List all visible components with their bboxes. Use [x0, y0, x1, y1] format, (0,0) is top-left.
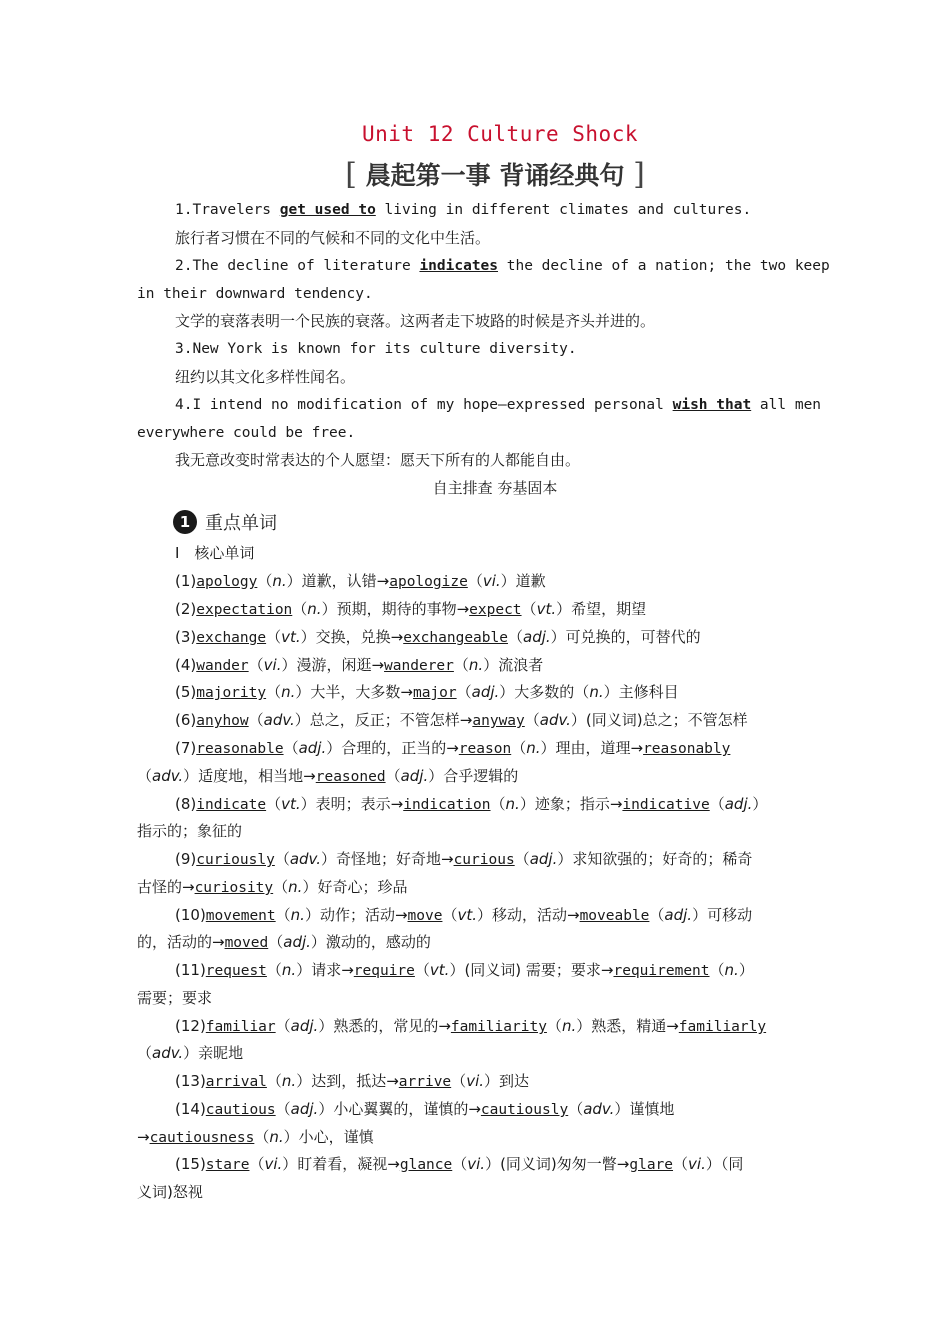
word-entry-cont: （adv.）亲昵地	[137, 1044, 244, 1062]
word-entry: (12)familiar（adj.）熟悉的，常见的→familiarity（n.）熟悉，精通→familiarly	[175, 1017, 767, 1035]
section-heading	[173, 508, 277, 536]
word-entry: (2)expectation（n.）预期，期待的事物→expect（vt.）希望，期望	[175, 600, 647, 618]
section-label: 自主排查 夯基固本	[432, 479, 558, 497]
word-entry: (6)anyhow（adv.）总之，反正；不管怎样→anyway（adv.）(同义词)总之；不管怎样	[175, 711, 748, 729]
word-entry: (7)reasonable（adj.）合理的，正当的→reason（n.）理由，道理→reasonably	[175, 739, 731, 757]
section-title: 重点单词	[205, 513, 277, 534]
banner-right-bracket: ]	[633, 157, 645, 192]
key-phrase: get used to	[279, 202, 376, 218]
sentence-2-en: 2.The decline of literature indicates the decline of a nation; the two keep	[175, 258, 830, 274]
word-entry-cont: 的，活动的→moved（adj.）激动的，感动的	[137, 933, 431, 951]
subsection-title: Ⅰ 核心单词	[175, 544, 255, 562]
number-badge: 1	[173, 510, 197, 534]
banner-heading	[0, 156, 950, 192]
sentence-3-zh: 纽约以其文化多样性闻名。	[175, 368, 356, 386]
banner-left-bracket: [	[345, 157, 357, 192]
banner-text: 晨起第一事 背诵经典句	[365, 161, 625, 190]
sentence-4-zh: 我无意改变时常表达的个人愿望：愿天下所有的人都能自由。	[175, 451, 581, 469]
word-entry: (4)wander（vi.）漫游，闲逛→wanderer（n.）流浪者	[175, 656, 544, 674]
word-entry: (8)indicate（vt.）表明；表示→indication（n.）迹象；指示→indicative（adj.）	[175, 795, 768, 813]
word-entry: (5)majority（n.）大半，大多数→major（adj.）大多数的（n.）主修科目	[175, 683, 679, 701]
word-entry: (3)exchange（vt.）交换，兑换→exchangeable（adj.）可兑换的，可替代的	[175, 628, 701, 646]
sentence-1-zh: 旅行者习惯在不同的气候和不同的文化中生活。	[175, 229, 491, 247]
word-entry-cont: 古怪的→curiosity（n.）好奇心；珍品	[137, 878, 408, 896]
word-entry: (11)request（n.）请求→require（vt.）(同义词) 需要；要求→requirement（n.）	[175, 961, 754, 979]
word-entry-cont: →cautiousness（n.）小心，谨慎	[137, 1128, 374, 1146]
key-phrase: indicates	[419, 258, 499, 274]
word-entry-cont: 需要；要求	[137, 989, 213, 1007]
word-entry: (14)cautious（adj.）小心翼翼的，谨慎的→cautiously（adv.）谨慎地	[175, 1100, 675, 1118]
word-entry: (15)stare（vi.）盯着看，凝视→glance（vi.）(同义词)匆匆一瞥→glare（vi.）（同	[175, 1155, 744, 1173]
word-entry-cont: 义词)怒视	[137, 1183, 203, 1201]
sentence-4-en-cont: everywhere could be free.	[137, 425, 356, 441]
sentence-3-en: 3.New York is known for its culture diversity.	[175, 341, 577, 357]
sentence-1-en: 1.Travelers get used to living in different climates and cultures.	[175, 202, 752, 218]
sentence-2-zh: 文学的衰落表明一个民族的衰落。这两者走下坡路的时候是齐头并进的。	[175, 312, 656, 330]
word-entry: (1)apology（n.）道歉，认错→apologize（vi.）道歉	[175, 572, 546, 590]
key-phrase: wish that	[672, 397, 752, 413]
sentence-2-en-cont: in their downward tendency.	[137, 286, 373, 302]
sentence-4-en: 4.I intend no modification of my hope—expressed personal wish that all men	[175, 397, 822, 413]
unit-title: Unit 12 Culture Shock	[361, 122, 638, 146]
word-entry: (10)movement（n.）动作；活动→move（vt.）移动，活动→moveable（adj.）可移动	[175, 906, 753, 924]
word-entry-cont: 指示的；象征的	[137, 822, 243, 840]
word-entry: (9)curiously（adv.）奇怪地；好奇地→curious（adj.）求知欲强的；好奇的；稀奇	[175, 850, 753, 868]
word-entry: (13)arrival（n.）达到，抵达→arrive（vi.）到达	[175, 1072, 530, 1090]
word-entry-cont: （adv.）适度地，相当地→reasoned（adj.）合乎逻辑的	[137, 767, 519, 785]
